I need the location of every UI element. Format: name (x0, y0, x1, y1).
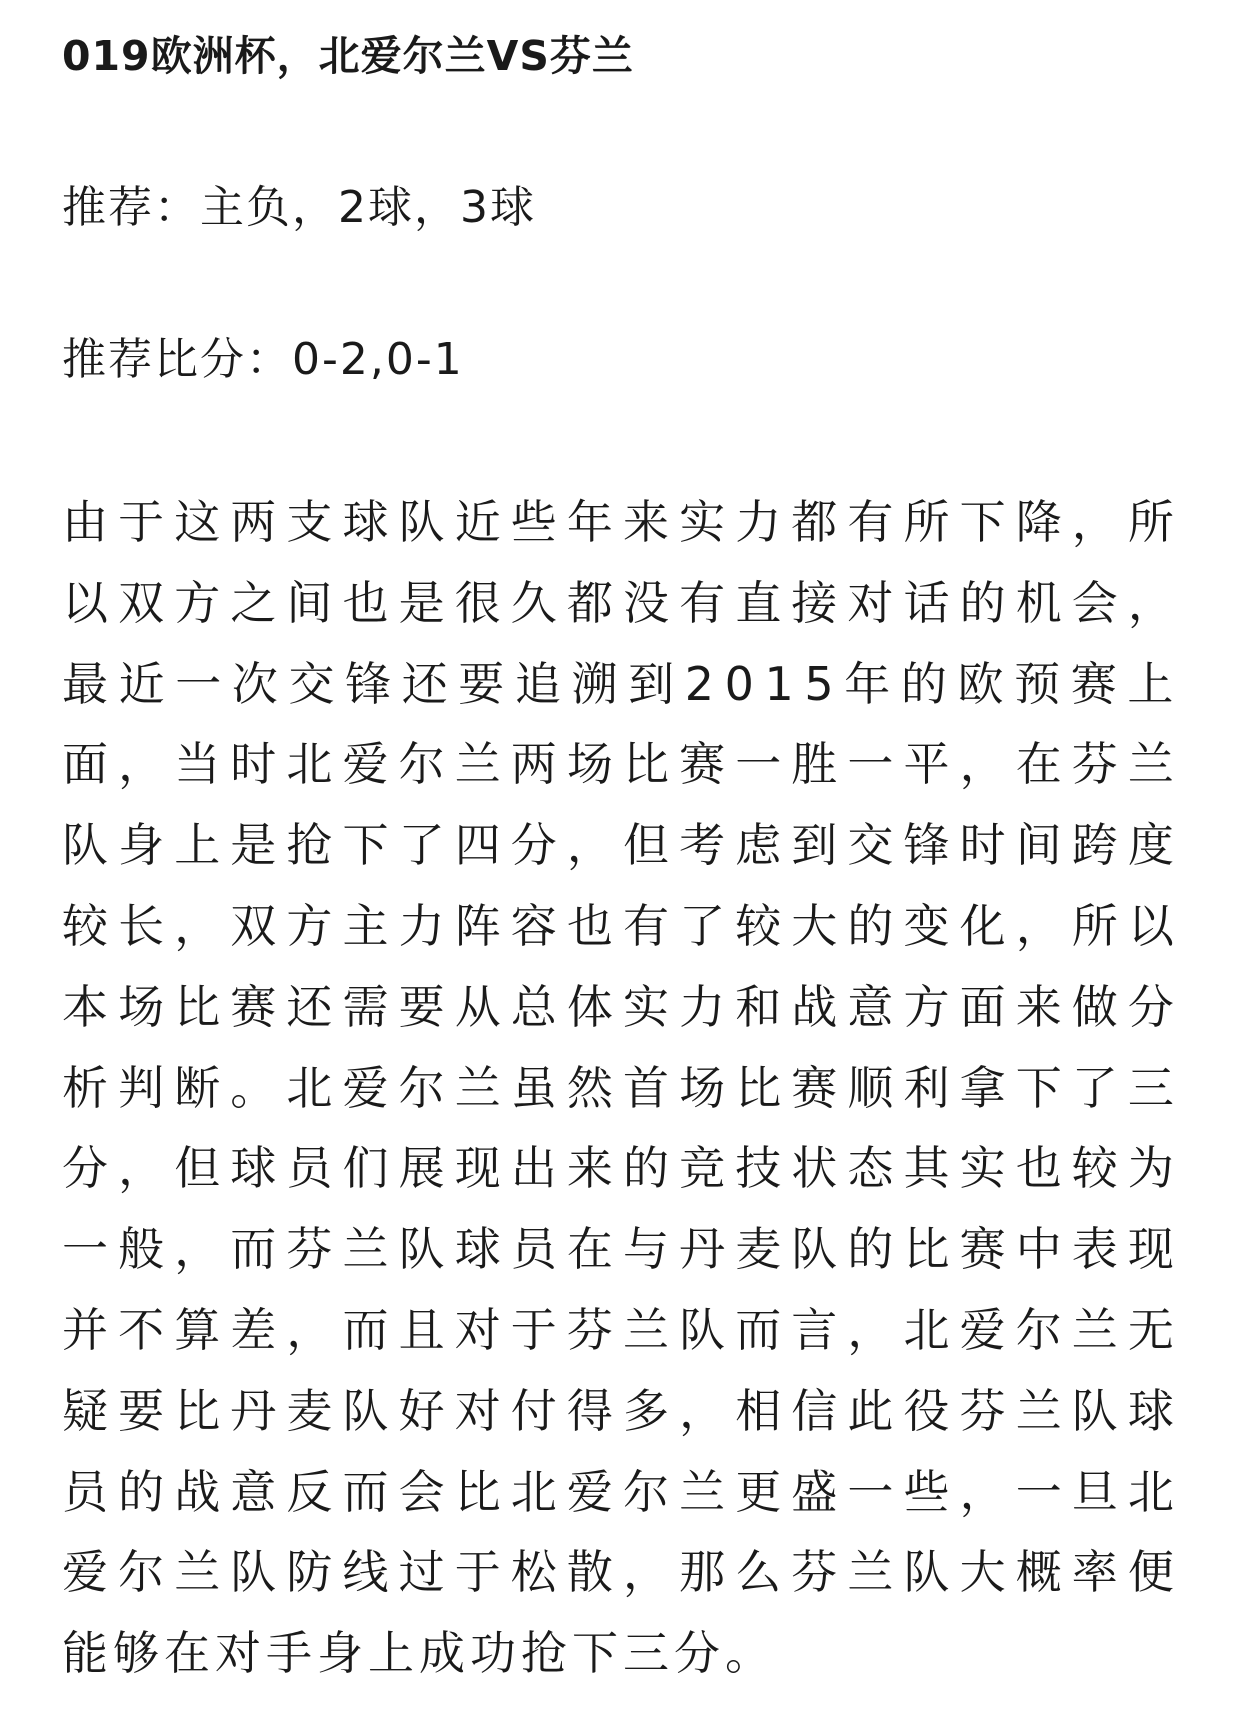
body-line: 并不算差，而且对于芬兰队而言，北爱尔兰无 (62, 1302, 1184, 1357)
recommended-score-line: 推荐比分：0-2,0-1 (62, 334, 464, 385)
body-line: 较长，双方主力阵容也有了较大的变化，所以 (62, 898, 1184, 953)
article-body (62, 482, 1184, 1694)
body-line: 一般，而芬兰队球员在与丹麦队的比赛中表现 (62, 1222, 1184, 1277)
body-line: 爱尔兰队防线过于松散，那么芬兰队大概率便 (62, 1545, 1184, 1600)
body-line: 疑要比丹麦队好对付得多，相信此役芬兰队球 (62, 1383, 1184, 1438)
body-line: 析判断。北爱尔兰虽然首场比赛顺利拿下了三 (62, 1060, 1184, 1115)
body-line: 本场比赛还需要从总体实力和战意方面来做分 (62, 979, 1184, 1034)
body-line: 分，但球员们展现出来的竞技状态其实也较为 (62, 1141, 1184, 1196)
body-line: 由于这两支球队近些年来实力都有所下降，所 (62, 495, 1184, 549)
recommendation-line: 推荐：主负，2球，3球 (62, 182, 536, 233)
body-line: 面，当时北爱尔兰两场比赛一胜一平，在芬兰 (62, 737, 1184, 792)
body-line: 以双方之间也是很久都没有直接对话的机会， (62, 575, 1184, 630)
body-line: 员的战意反而会比北爱尔兰更盛一些，一旦北 (62, 1464, 1184, 1519)
body-line: 能够在对手身上成功抢下三分。 (62, 1626, 776, 1681)
body-line: 最近一次交锋还要追溯到2015年的欧预赛上 (62, 656, 1184, 711)
body-line: 队身上是抢下了四分，但考虑到交锋时间跨度 (62, 818, 1184, 873)
article-title: 019欧洲杯，北爱尔兰VS芬兰 (62, 32, 634, 80)
